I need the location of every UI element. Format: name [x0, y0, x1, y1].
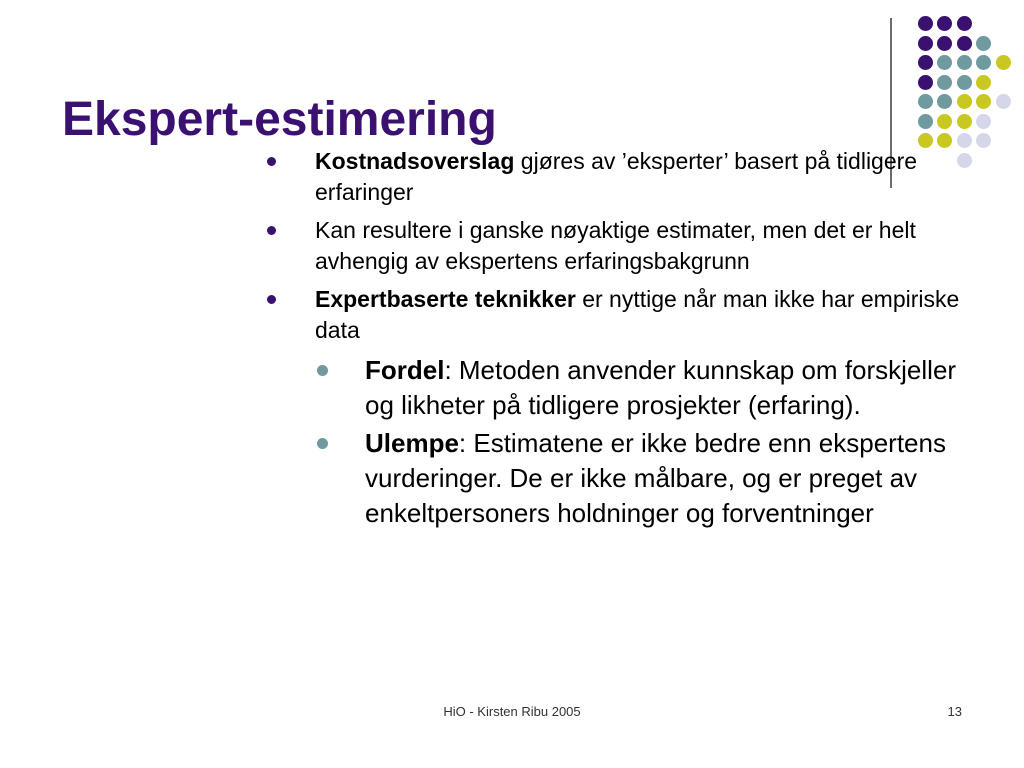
bullet-marker — [267, 157, 276, 166]
decorative-dot — [957, 94, 972, 109]
decorative-dot — [918, 36, 933, 51]
decorative-dot — [937, 114, 952, 129]
decorative-dot — [976, 114, 991, 129]
bullet-text: er nyttige når man ikke har empiriske data — [315, 286, 960, 343]
bullet-text: gjøres av ’eksperter’ basert på tidligere erfaringer — [315, 148, 918, 205]
decorative-dot — [957, 55, 972, 70]
sub-bullet-item — [262, 353, 982, 423]
decorative-dot — [937, 55, 952, 70]
decorative-dot — [957, 75, 972, 90]
decorative-dot — [976, 75, 991, 90]
sub-bullet-item — [262, 426, 982, 531]
decorative-dot — [937, 36, 952, 51]
bullet-marker — [267, 295, 276, 304]
decorative-dot — [937, 16, 952, 31]
bullet-marker — [267, 226, 276, 235]
decorative-dot — [937, 94, 952, 109]
bullet-bold-text: Kostnadsoverslag — [315, 148, 515, 174]
slide-content — [262, 146, 982, 534]
slide-title: Ekspert-estimering — [62, 93, 497, 146]
decorative-dot — [918, 94, 933, 109]
sub-bullet-text: : Metoden anvender kunnskap om forskjeller og likheter på tidligere prosjekter (erfaring). — [365, 355, 957, 420]
decorative-dot — [976, 36, 991, 51]
decorative-dot — [957, 16, 972, 31]
sub-bullet-text: : Estimatene er ikke bedre enn ekspertens vurderinger. De er ikke målbare, og er preget av enkeltpersoners holdninger og forventninger — [365, 428, 946, 528]
decorative-dot — [976, 94, 991, 109]
decorative-dot — [996, 55, 1011, 70]
decorative-dot — [918, 55, 933, 70]
bullet-item — [262, 146, 982, 208]
decorative-dot — [937, 75, 952, 90]
decorative-dot — [918, 75, 933, 90]
decorative-dot — [957, 114, 972, 129]
sub-bullet-marker — [317, 438, 328, 449]
bullet-bold-text: Expertbaserte teknikker — [315, 286, 576, 312]
decorative-dot — [918, 16, 933, 31]
sub-bullet-bold-text: Ulempe — [365, 428, 459, 458]
decorative-dot — [918, 114, 933, 129]
bullet-item — [262, 215, 982, 277]
sub-bullet-bold-text: Fordel — [365, 355, 445, 385]
decorative-dot — [957, 36, 972, 51]
sub-bullet-marker — [317, 365, 328, 376]
page-number: 13 — [947, 704, 962, 719]
bullet-text: Kan resultere i ganske nøyaktige estimater, men det er helt avhengig av ekspertens erfaringsbakgrunn — [315, 217, 916, 274]
bullet-item — [262, 284, 982, 346]
decorative-dot — [976, 55, 991, 70]
footer-author: HiO - Kirsten Ribu 2005 — [443, 704, 581, 719]
decorative-dot — [996, 94, 1011, 109]
